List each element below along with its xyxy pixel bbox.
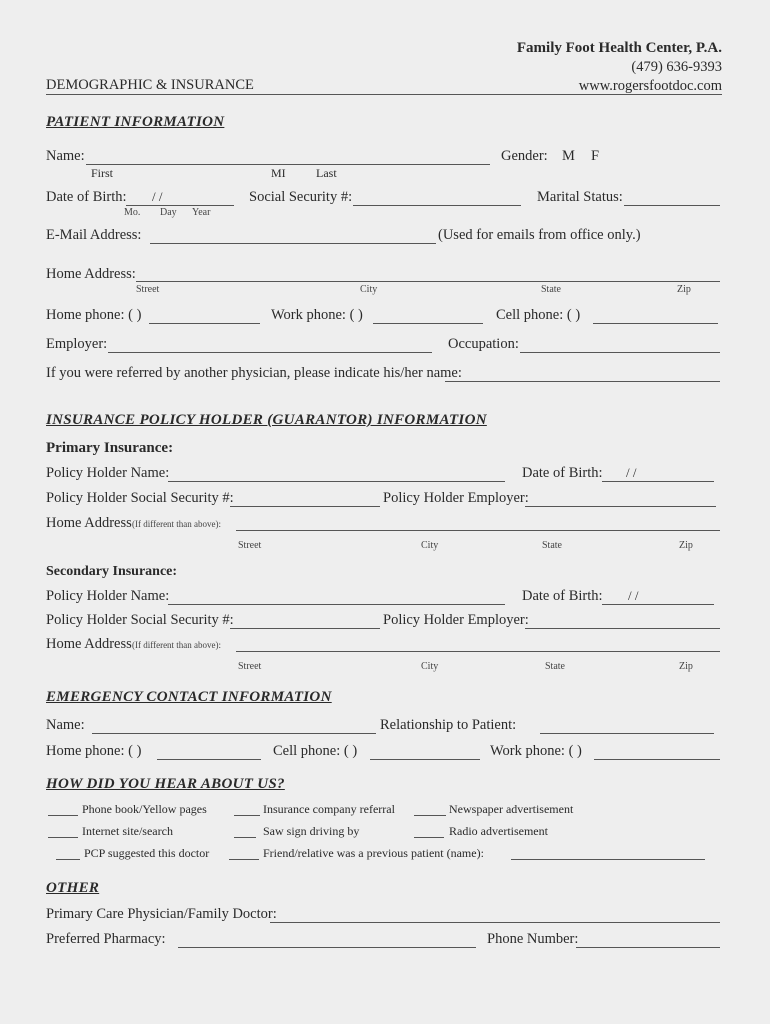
secondary-zip-sublabel: Zip: [679, 661, 693, 672]
home-address-field[interactable]: [136, 281, 720, 282]
marital-label: Marital Status:: [537, 189, 623, 205]
primary-city-sublabel: City: [421, 540, 439, 551]
clinic-phone: (479) 636-9393: [631, 59, 722, 75]
emergency-name-field[interactable]: [92, 733, 376, 734]
emergency-cell-phone-label: Cell phone: ( ): [273, 743, 358, 759]
pharmacy-phone-field[interactable]: [576, 947, 720, 948]
pcp-field[interactable]: [270, 922, 720, 923]
email-field[interactable]: [150, 243, 436, 244]
secondary-holder-employer-field[interactable]: [525, 628, 720, 629]
option-phone-book-label: Phone book/Yellow pages: [82, 802, 207, 816]
primary-dob-label: Date of Birth:: [522, 465, 603, 481]
primary-state-sublabel: State: [542, 540, 562, 551]
option-radio-checkbox[interactable]: [414, 837, 444, 838]
emergency-home-phone-field[interactable]: [157, 759, 261, 760]
dob-year-sublabel: Year: [192, 207, 211, 218]
emergency-work-phone-field[interactable]: [594, 759, 720, 760]
street-sublabel: Street: [136, 284, 160, 295]
first-sublabel: First: [91, 166, 114, 180]
secondary-street-sublabel: Street: [238, 661, 262, 672]
name-field[interactable]: [86, 164, 490, 165]
primary-home-address-label: Home Address: [46, 515, 132, 531]
pharmacy-field[interactable]: [178, 947, 476, 948]
emergency-heading: EMERGENCY CONTACT INFORMATION: [46, 689, 332, 705]
cell-phone-field[interactable]: [593, 323, 718, 324]
clinic-website[interactable]: www.rogersfootdoc.com: [578, 78, 722, 94]
pcp-label: Primary Care Physician/Family Doctor:: [46, 906, 277, 922]
home-phone-field[interactable]: [149, 323, 260, 324]
option-friend-name-field[interactable]: [511, 859, 705, 860]
primary-home-address-field[interactable]: [236, 530, 720, 531]
ssn-label: Social Security #:: [249, 189, 353, 205]
option-friend-checkbox[interactable]: [229, 859, 259, 860]
primary-holder-name-field[interactable]: [168, 481, 505, 482]
gender-label: Gender:: [501, 148, 548, 164]
emergency-home-phone-label: Home phone: ( ): [46, 743, 142, 759]
relationship-field[interactable]: [540, 733, 714, 734]
option-phone-book-checkbox[interactable]: [48, 815, 78, 816]
primary-holder-ssn-field[interactable]: [230, 506, 380, 507]
secondary-home-address-label: Home Address: [46, 636, 132, 652]
emergency-name-label: Name:: [46, 717, 85, 733]
pharmacy-phone-label: Phone Number:: [487, 931, 579, 947]
last-sublabel: Last: [316, 166, 337, 180]
option-saw-sign-checkbox[interactable]: [234, 837, 256, 838]
primary-dob-field[interactable]: [602, 481, 714, 482]
title-rule: [46, 94, 722, 95]
mi-sublabel: MI: [271, 166, 286, 180]
primary-holder-employer-field[interactable]: [525, 506, 716, 507]
patient-info-heading: PATIENT INFORMATION: [46, 114, 225, 130]
emergency-cell-phone-field[interactable]: [370, 759, 480, 760]
city-sublabel: City: [360, 284, 378, 295]
dob-label: Date of Birth:: [46, 189, 127, 205]
secondary-dob-separators: / /: [628, 588, 639, 603]
work-phone-label: Work phone: ( ): [271, 307, 363, 323]
secondary-holder-ssn-label: Policy Holder Social Security #:: [46, 612, 234, 628]
dob-separators: / /: [152, 189, 163, 204]
dob-field[interactable]: [126, 205, 234, 206]
primary-holder-ssn-label: Policy Holder Social Security #:: [46, 490, 234, 506]
option-friend-label: Friend/relative was a previous patient (name):: [263, 846, 484, 860]
primary-if-different-note: (If different than above):: [132, 519, 222, 529]
primary-zip-sublabel: Zip: [679, 540, 693, 551]
home-address-label: Home Address:: [46, 266, 136, 282]
state-sublabel: State: [541, 284, 561, 295]
option-internet-checkbox[interactable]: [48, 837, 78, 838]
name-label: Name:: [46, 148, 85, 164]
primary-insurance-heading: Primary Insurance:: [46, 440, 174, 456]
primary-holder-employer-label: Policy Holder Employer:: [383, 490, 529, 506]
secondary-if-different-note: (If different than above):: [132, 640, 222, 650]
other-heading: OTHER: [46, 880, 100, 896]
employer-field[interactable]: [108, 352, 432, 353]
zip-sublabel: Zip: [677, 284, 691, 295]
primary-dob-separators: / /: [626, 465, 637, 480]
primary-street-sublabel: Street: [238, 540, 262, 551]
option-pcp-label: PCP suggested this doctor: [84, 846, 210, 860]
option-radio-label: Radio advertisement: [449, 824, 548, 838]
emergency-work-phone-label: Work phone: ( ): [490, 743, 582, 759]
marital-field[interactable]: [624, 205, 720, 206]
secondary-dob-label: Date of Birth:: [522, 588, 603, 604]
form-title: DEMOGRAPHIC & INSURANCE: [46, 77, 254, 93]
home-phone-label: Home phone: ( ): [46, 307, 142, 323]
referral-field[interactable]: [445, 381, 720, 382]
email-note: (Used for emails from office only.): [438, 227, 641, 243]
secondary-holder-employer-label: Policy Holder Employer:: [383, 612, 529, 628]
secondary-holder-ssn-field[interactable]: [230, 628, 380, 629]
option-saw-sign-label: Saw sign driving by: [263, 824, 360, 838]
secondary-dob-field[interactable]: [602, 604, 714, 605]
option-internet-label: Internet site/search: [82, 824, 173, 838]
secondary-home-address-field[interactable]: [236, 651, 720, 652]
dob-mo-sublabel: Mo.: [124, 207, 141, 218]
pharmacy-label: Preferred Pharmacy:: [46, 931, 166, 947]
secondary-insurance-heading: Secondary Insurance:: [46, 564, 178, 579]
gender-m-option[interactable]: M: [562, 148, 575, 164]
occupation-field[interactable]: [520, 352, 720, 353]
secondary-city-sublabel: City: [421, 661, 439, 672]
cell-phone-label: Cell phone: ( ): [496, 307, 581, 323]
dob-day-sublabel: Day: [160, 207, 177, 218]
clinic-name: Family Foot Health Center, P.A.: [516, 40, 722, 56]
email-label: E-Mail Address:: [46, 227, 142, 243]
insurance-heading: INSURANCE POLICY HOLDER (GUARANTOR) INFORMATION: [46, 412, 487, 428]
work-phone-field[interactable]: [373, 323, 483, 324]
secondary-holder-name-field[interactable]: [168, 604, 505, 605]
relationship-label: Relationship to Patient:: [380, 717, 517, 733]
option-newspaper-checkbox[interactable]: [414, 815, 446, 816]
option-insurance-referral-label: Insurance company referral: [263, 802, 395, 816]
secondary-state-sublabel: State: [545, 661, 565, 672]
occupation-label: Occupation:: [448, 336, 519, 352]
option-insurance-referral-checkbox[interactable]: [234, 815, 260, 816]
heard-about-heading: HOW DID YOU HEAR ABOUT US?: [46, 776, 285, 792]
option-newspaper-label: Newspaper advertisement: [449, 802, 574, 816]
ssn-field[interactable]: [353, 205, 521, 206]
primary-holder-name-label: Policy Holder Name:: [46, 465, 170, 481]
referral-label: If you were referred by another physician, please indicate his/her name:: [46, 365, 462, 381]
employer-label: Employer:: [46, 336, 108, 352]
gender-f-option[interactable]: F: [591, 148, 600, 164]
option-pcp-checkbox[interactable]: [56, 859, 80, 860]
secondary-holder-name-label: Policy Holder Name:: [46, 588, 170, 604]
